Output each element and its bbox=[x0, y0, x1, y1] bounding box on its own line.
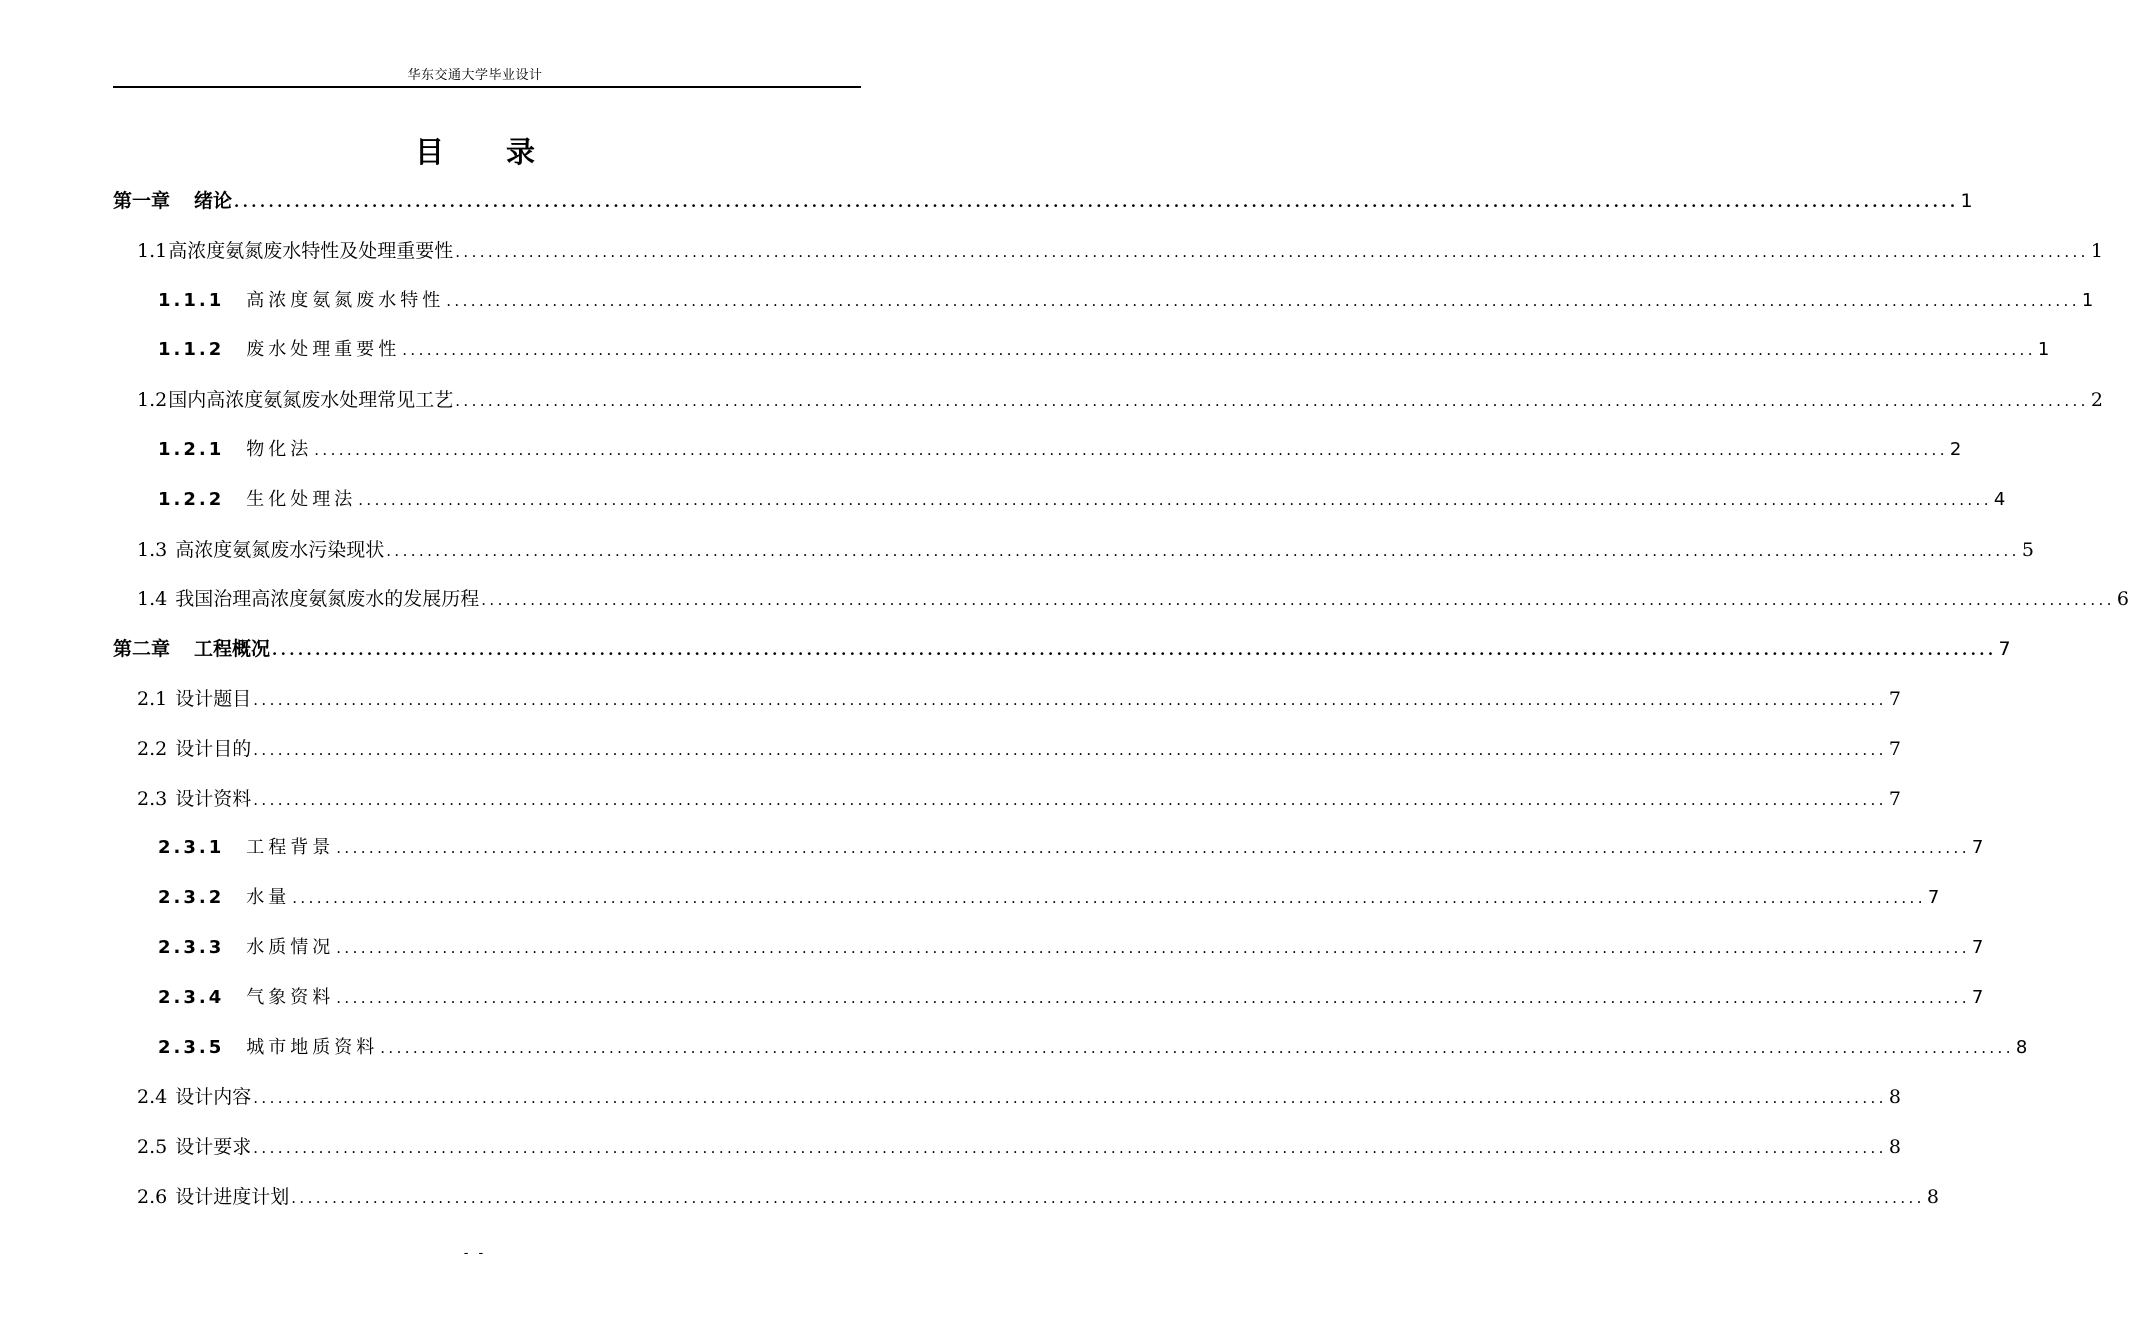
toc-page-number: 7 bbox=[1888, 737, 1901, 760]
toc-dot-leader: ........................................................................................................................................................................................................ bbox=[380, 1038, 2014, 1057]
toc-entry-label bbox=[137, 784, 251, 811]
toc-dot-leader: ........................................................................................................................................................................................................ bbox=[253, 740, 1887, 759]
toc-section-entry[interactable] bbox=[137, 1132, 1901, 1162]
toc-entry-label bbox=[137, 535, 384, 562]
toc-entry-title: 绪论 bbox=[194, 190, 233, 212]
toc-section-entry[interactable] bbox=[137, 1082, 1901, 1112]
page-footer: - - bbox=[463, 1246, 487, 1261]
toc-entry-number: 2.1 bbox=[137, 688, 168, 710]
toc-entry-number: 1.2.1 bbox=[158, 439, 225, 460]
toc-entry-number: 2.6 bbox=[137, 1186, 168, 1208]
toc-entry-title: 高浓度氨氮废水特性及处理重要性 bbox=[168, 239, 454, 262]
toc-dot-leader: ........................................................................................................................................................................................................ bbox=[336, 988, 1970, 1007]
toc-entry-number: 2.3.3 bbox=[158, 937, 225, 958]
toc-dot-leader: ........................................................................................................................................................................................................ bbox=[292, 889, 1926, 908]
toc-section-entry[interactable] bbox=[137, 385, 2103, 415]
toc-dot-leader: ........................................................................................................................................................................................................ bbox=[272, 641, 1997, 660]
toc-entry-label bbox=[158, 485, 356, 511]
toc-entry-label bbox=[113, 186, 232, 213]
toc-dot-leader: ........................................................................................................................................................................................................ bbox=[455, 242, 2089, 261]
toc-chapter-entry[interactable] bbox=[113, 186, 1973, 216]
toc-dot-leader: ........................................................................................................................................................................................................ bbox=[253, 691, 1887, 709]
toc-dot-leader: ........................................................................................................................................................................................................ bbox=[386, 541, 2020, 560]
toc-title: 目 录 bbox=[414, 135, 562, 169]
toc-page-number: 8 bbox=[1888, 1136, 1901, 1159]
toc-section-entry[interactable] bbox=[137, 584, 2129, 614]
toc-entry-title: 设计进度计划 bbox=[175, 1186, 290, 1208]
toc-page-number: 7 bbox=[1971, 986, 1984, 1008]
toc-entry-label bbox=[158, 833, 334, 859]
toc-chapter-entry[interactable] bbox=[113, 634, 2011, 664]
toc-subsection-entry[interactable] bbox=[158, 485, 2006, 515]
toc-page-number: 5 bbox=[2021, 538, 2034, 561]
toc-entry-title: 设计目的 bbox=[175, 737, 252, 760]
toc-entry-number: 2.3.2 bbox=[158, 887, 225, 909]
toc-entry-label bbox=[137, 584, 479, 611]
toc-entry-label bbox=[158, 335, 400, 361]
toc-entry-title: 水量 bbox=[246, 887, 291, 909]
toc-entry-number: 1.1 bbox=[137, 239, 168, 262]
toc-entry-title: 城市地质资料 bbox=[246, 1036, 379, 1058]
header-rule bbox=[113, 86, 861, 88]
toc-entry-title: 生化处理法 bbox=[246, 488, 357, 510]
toc-entry-label bbox=[158, 883, 290, 909]
toc-page-number: 7 bbox=[1888, 787, 1901, 810]
toc-entry-title: 气象资料 bbox=[246, 986, 335, 1008]
toc-entry-number: 1.3 bbox=[137, 538, 168, 561]
toc-dot-leader: ........................................................................................................................................................................................................ bbox=[402, 341, 2036, 360]
toc-entry-title: 工程概况 bbox=[194, 638, 271, 661]
toc-dot-leader: ........................................................................................................................................................................................................ bbox=[291, 1189, 1925, 1207]
toc-entry-label bbox=[158, 435, 312, 461]
toc-subsection-entry[interactable] bbox=[158, 335, 2050, 365]
toc-dot-leader: ........................................................................................................................................................................................................ bbox=[446, 291, 2080, 310]
toc-entry-number: 2.4 bbox=[137, 1086, 168, 1109]
toc-entry-number: 2.2 bbox=[137, 737, 168, 760]
toc-section-entry[interactable] bbox=[137, 684, 1901, 714]
toc-page-number: 6 bbox=[2116, 588, 2129, 611]
toc-section-entry[interactable] bbox=[137, 784, 1901, 814]
toc-page-number: 2 bbox=[1949, 439, 1962, 460]
toc-dot-leader: ........................................................................................................................................................................................................ bbox=[253, 790, 1887, 809]
toc-subsection-entry[interactable] bbox=[158, 1033, 2028, 1063]
toc-page-number: 1 bbox=[1960, 190, 1973, 212]
toc-entry-label bbox=[137, 684, 251, 711]
toc-entry-number: 第一章 bbox=[113, 190, 171, 212]
toc-entry-label bbox=[158, 286, 444, 312]
toc-subsection-entry[interactable] bbox=[158, 933, 1984, 963]
toc-entry-title: 高浓度氨氮废水特性 bbox=[246, 289, 445, 311]
toc-page-number: 2 bbox=[2090, 389, 2103, 412]
toc-entry-label bbox=[158, 933, 334, 959]
toc-page-number: 4 bbox=[1993, 488, 2006, 510]
toc-section-entry[interactable] bbox=[137, 535, 2034, 565]
toc-entry-number: 2.3 bbox=[137, 787, 168, 810]
toc-entry-title: 设计内容 bbox=[175, 1086, 252, 1109]
toc-page-number: 1 bbox=[2081, 289, 2094, 311]
toc-section-entry[interactable] bbox=[137, 236, 2103, 266]
toc-entry-title: 设计题目 bbox=[175, 688, 252, 710]
toc-page-number: 8 bbox=[2015, 1036, 2028, 1058]
toc-page-number: 7 bbox=[1888, 688, 1901, 710]
toc-entry-title: 高浓度氨氮废水污染现状 bbox=[175, 538, 385, 561]
toc-entry-title: 废水处理重要性 bbox=[246, 339, 401, 361]
toc-section-entry[interactable] bbox=[137, 1182, 1939, 1212]
toc-dot-leader: ........................................................................................................................................................................................................ bbox=[336, 839, 1970, 858]
toc-entry-number: 1.1.1 bbox=[158, 289, 225, 311]
toc-subsection-entry[interactable] bbox=[158, 833, 1984, 863]
toc-entry-title: 工程背景 bbox=[246, 837, 335, 859]
toc-page-number: 8 bbox=[1926, 1186, 1939, 1208]
toc-page-number: 1 bbox=[2090, 239, 2103, 262]
toc-entry-number: 1.2 bbox=[137, 389, 168, 412]
toc-entry-number: 2.5 bbox=[137, 1136, 168, 1159]
toc-dot-leader: ........................................................................................................................................................................................................ bbox=[253, 1089, 1887, 1108]
toc-entry-title: 我国治理高浓度氨氮废水的发展历程 bbox=[175, 588, 480, 611]
toc-subsection-entry[interactable] bbox=[158, 883, 1940, 913]
toc-entry-label bbox=[158, 1033, 378, 1059]
toc-entry-label bbox=[137, 236, 453, 263]
toc-entry-title: 设计资料 bbox=[175, 787, 252, 810]
toc-page-number: 7 bbox=[1998, 638, 2011, 661]
toc-page-number: 1 bbox=[2037, 339, 2050, 361]
toc-entry-number: 1.1.2 bbox=[158, 339, 225, 361]
toc-dot-leader: ........................................................................................................................................................................................................ bbox=[234, 193, 1959, 211]
toc-page-number: 7 bbox=[1971, 837, 1984, 859]
toc-entry-label bbox=[113, 634, 270, 661]
toc-entry-label bbox=[137, 385, 453, 412]
page-header: 华东交通大学毕业设计 bbox=[407, 68, 543, 83]
toc-entry-number: 1.4 bbox=[137, 588, 168, 611]
toc-entry-title: 设计要求 bbox=[175, 1136, 252, 1159]
toc-section-entry[interactable] bbox=[137, 734, 1901, 764]
toc-subsection-entry[interactable] bbox=[158, 435, 1962, 465]
toc-subsection-entry[interactable] bbox=[158, 983, 1984, 1013]
toc-entry-number: 2.3.1 bbox=[158, 837, 225, 859]
toc-page-number: 7 bbox=[1927, 887, 1940, 909]
toc-subsection-entry[interactable] bbox=[158, 286, 2094, 316]
toc-dot-leader: ........................................................................................................................................................................................................ bbox=[358, 490, 1992, 509]
toc-dot-leader: ........................................................................................................................................................................................................ bbox=[455, 392, 2089, 411]
toc-entry-title: 水质情况 bbox=[246, 937, 335, 958]
toc-page-number: 8 bbox=[1888, 1086, 1901, 1109]
toc-dot-leader: ........................................................................................................................................................................................................ bbox=[314, 441, 1948, 459]
toc-entry-label bbox=[137, 1132, 251, 1159]
toc-dot-leader: ........................................................................................................................................................................................................ bbox=[481, 591, 2115, 610]
toc-entry-label bbox=[137, 1082, 251, 1109]
toc-entry-title: 国内高浓度氨氮废水处理常见工艺 bbox=[168, 389, 454, 412]
toc-entry-number: 1.2.2 bbox=[158, 488, 225, 510]
toc-page-number: 7 bbox=[1971, 937, 1984, 958]
toc-entry-number: 第二章 bbox=[113, 638, 171, 661]
toc-entry-label bbox=[158, 983, 334, 1009]
toc-entry-label bbox=[137, 1182, 289, 1209]
toc-dot-leader: ........................................................................................................................................................................................................ bbox=[336, 939, 1970, 957]
toc-entry-number: 2.3.5 bbox=[158, 1036, 225, 1058]
toc-dot-leader: ........................................................................................................................................................................................................ bbox=[253, 1139, 1887, 1158]
toc-entry-title: 物化法 bbox=[246, 439, 313, 460]
toc-entry-label bbox=[137, 734, 251, 761]
toc-entry-number: 2.3.4 bbox=[158, 986, 225, 1008]
